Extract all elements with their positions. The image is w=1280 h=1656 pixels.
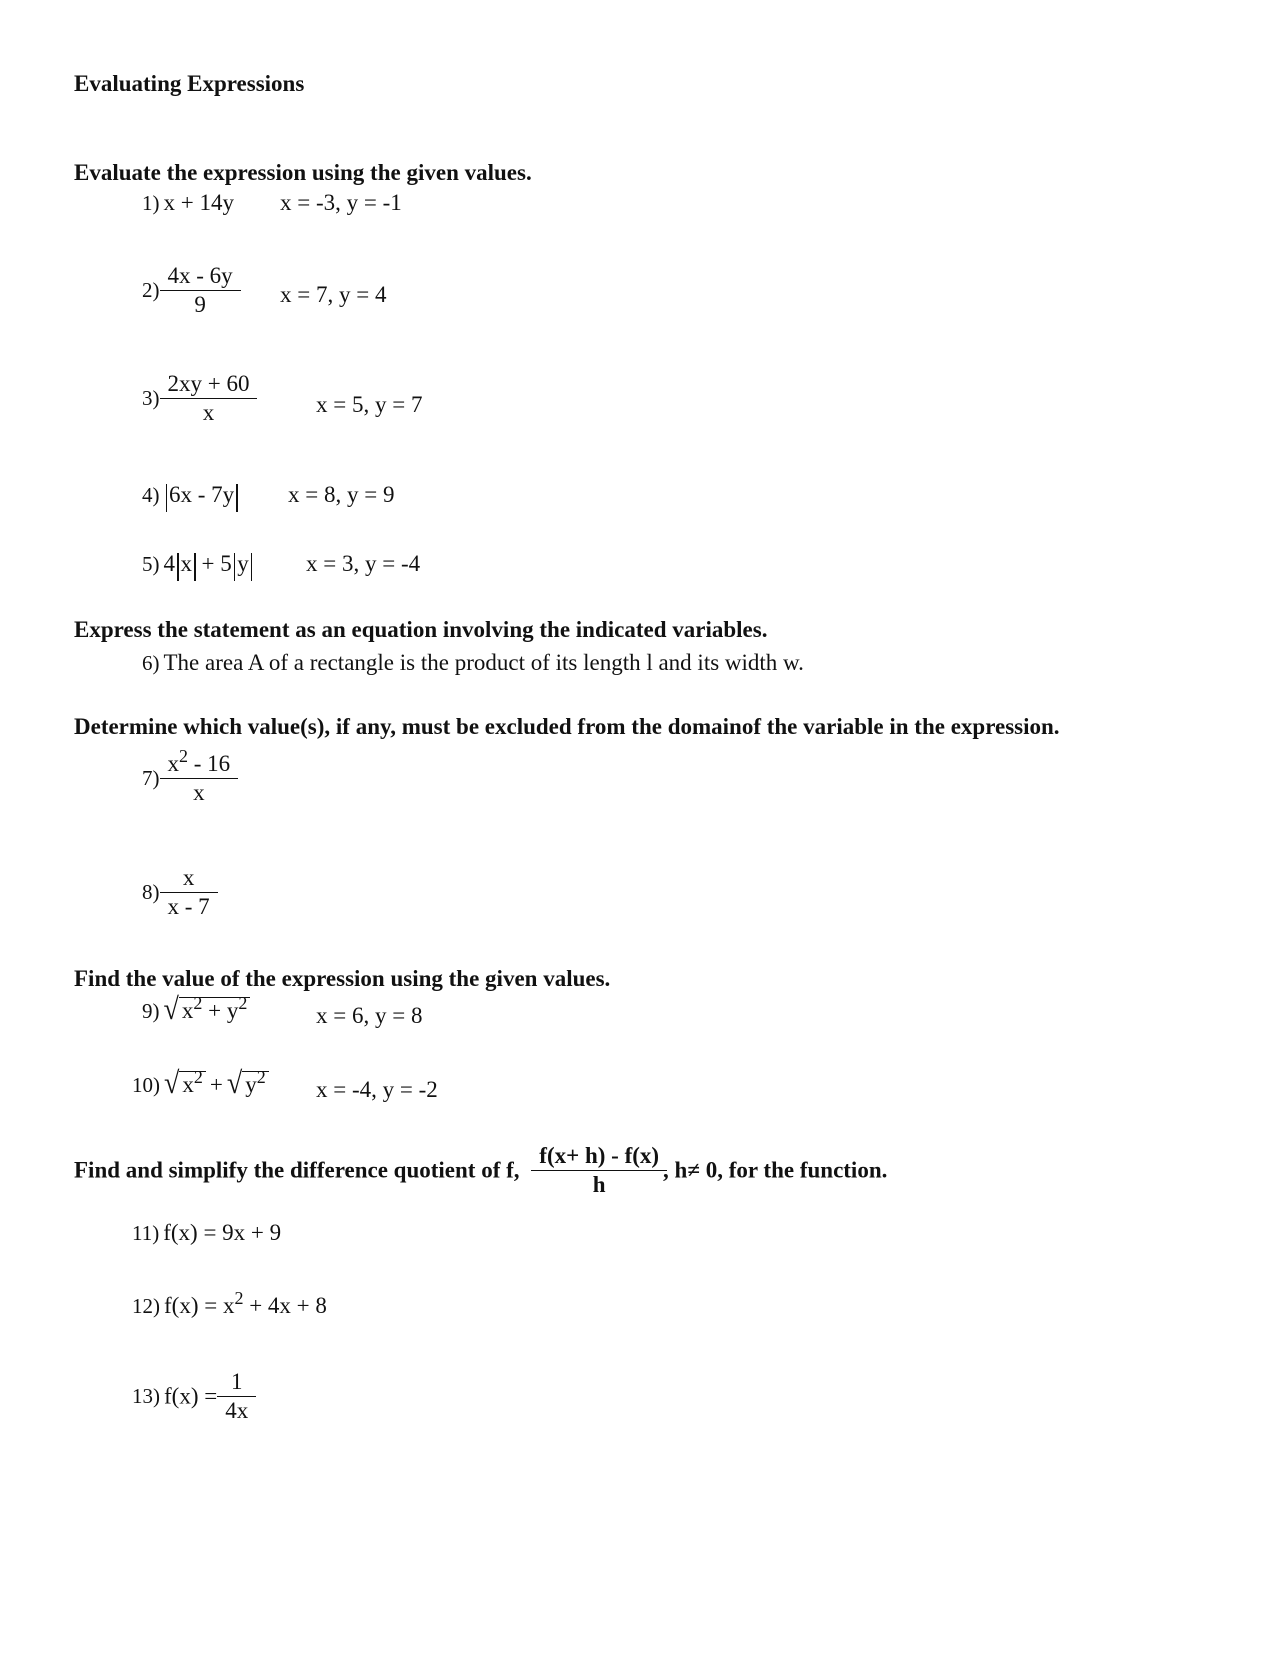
problem-number: 12) [132, 1294, 160, 1318]
denominator: x [160, 398, 258, 427]
function: f(x) = 9x + 9 [163, 1220, 282, 1245]
abs-bar [194, 553, 196, 581]
abs-bar [251, 553, 253, 581]
radical-icon: √ [164, 1066, 180, 1101]
square-root: √ $x^2$ [164, 1070, 206, 1098]
given-values: x = 8, y = 9 [288, 482, 395, 507]
problem-12 [132, 1288, 327, 1319]
section-heading-evaluate: Evaluate the expression using the given values. [74, 160, 532, 185]
function-lhs: f(x) = [164, 1383, 218, 1409]
problem-number: 5) [142, 552, 160, 576]
abs-inner: 6x - 7y [169, 482, 235, 507]
given-values: x = 3, y = -4 [306, 551, 421, 576]
abs-bar [177, 553, 179, 581]
problem-number: 8) [142, 880, 160, 904]
dq-denominator: h [531, 1170, 667, 1199]
section-heading-difference-quotient: Find and simplify the difference quotient of f, $\frac{f(x+ h) - f(x)}{h}$ , h≠ 0, for the function. [74, 1143, 888, 1197]
difference-quotient [535, 1142, 663, 1199]
section-heading-find-value: Find the value of the expression using the given values. [74, 966, 611, 991]
fraction [164, 370, 254, 427]
problem-11 [132, 1220, 281, 1246]
given-values: x = 5, y = 7 [316, 392, 423, 417]
numerator: x [182, 865, 195, 890]
problem-number: 4) [142, 483, 160, 507]
problem-number: 7) [142, 766, 160, 790]
variable: x [180, 551, 192, 576]
coefficient: 4 [163, 551, 175, 576]
problem-10 [132, 1066, 269, 1101]
problem-number: 2) [142, 278, 160, 302]
denominator: x [160, 778, 239, 807]
radical-icon: √ [226, 1066, 243, 1101]
problem-number: 11) [132, 1221, 160, 1245]
statement: The area A of a rectangle is the product of its length l and its width w. [163, 650, 804, 675]
section-heading-express: Express the statement as an equation involving the indicated variables. [74, 617, 768, 642]
expression: x + 14y [163, 190, 234, 215]
plus-term: + 5 [201, 551, 232, 576]
fraction [164, 864, 214, 921]
denominator: x - 7 [160, 892, 218, 921]
fraction [164, 746, 235, 807]
variable: y [237, 551, 249, 576]
denominator: 4x [217, 1396, 256, 1425]
problem-number: 9) [142, 999, 160, 1023]
page-title: Evaluating Expressions [74, 71, 305, 96]
problem-4 [142, 482, 240, 512]
numerator: 4x - 6y [167, 263, 233, 288]
numerator: 1 [230, 1369, 243, 1394]
numerator: $x^2 - 16$ [167, 746, 231, 776]
abs-bar-right [236, 484, 238, 512]
abs-bar-left [166, 484, 168, 512]
fraction [221, 1368, 252, 1425]
given-values: x = 6, y = 8 [316, 1003, 423, 1028]
given-values: x = 7, y = 4 [280, 282, 387, 307]
problem-3 [142, 370, 253, 427]
problem-13 [132, 1368, 252, 1425]
dq-numerator: f(x+ h) - f(x) [539, 1143, 660, 1168]
abs-bar [234, 553, 236, 581]
problem-number: 3) [142, 386, 160, 410]
problem-1 [142, 190, 234, 216]
given-values: x = -4, y = -2 [316, 1077, 438, 1102]
problem-2 [142, 262, 237, 319]
given-values: x = -3, y = -1 [280, 190, 402, 215]
problem-number: 13) [132, 1384, 160, 1408]
denominator: 9 [160, 290, 241, 319]
problem-number: 6) [142, 651, 160, 675]
problem-8 [142, 864, 214, 921]
fraction [164, 262, 237, 319]
function: $f(x) = x^2 + 4x + 8$ [164, 1288, 327, 1318]
problem-number: 10) [132, 1073, 160, 1097]
problem-6 [142, 650, 804, 676]
square-root: √ $y^2$ [227, 1070, 269, 1098]
problem-5 [142, 551, 254, 581]
plus-sign: + [209, 1072, 223, 1097]
problem-9 [142, 992, 250, 1027]
section-heading-domain: Determine which value(s), if any, must be excluded from the domainof the variable in the expression. [74, 714, 1060, 739]
square-root: √ $x^2 + y^2$ [164, 996, 251, 1024]
numerator: 2xy + 60 [167, 371, 250, 396]
radical-icon: √ [163, 992, 179, 1027]
problem-number: 1) [142, 191, 160, 215]
problem-7 [142, 746, 234, 807]
